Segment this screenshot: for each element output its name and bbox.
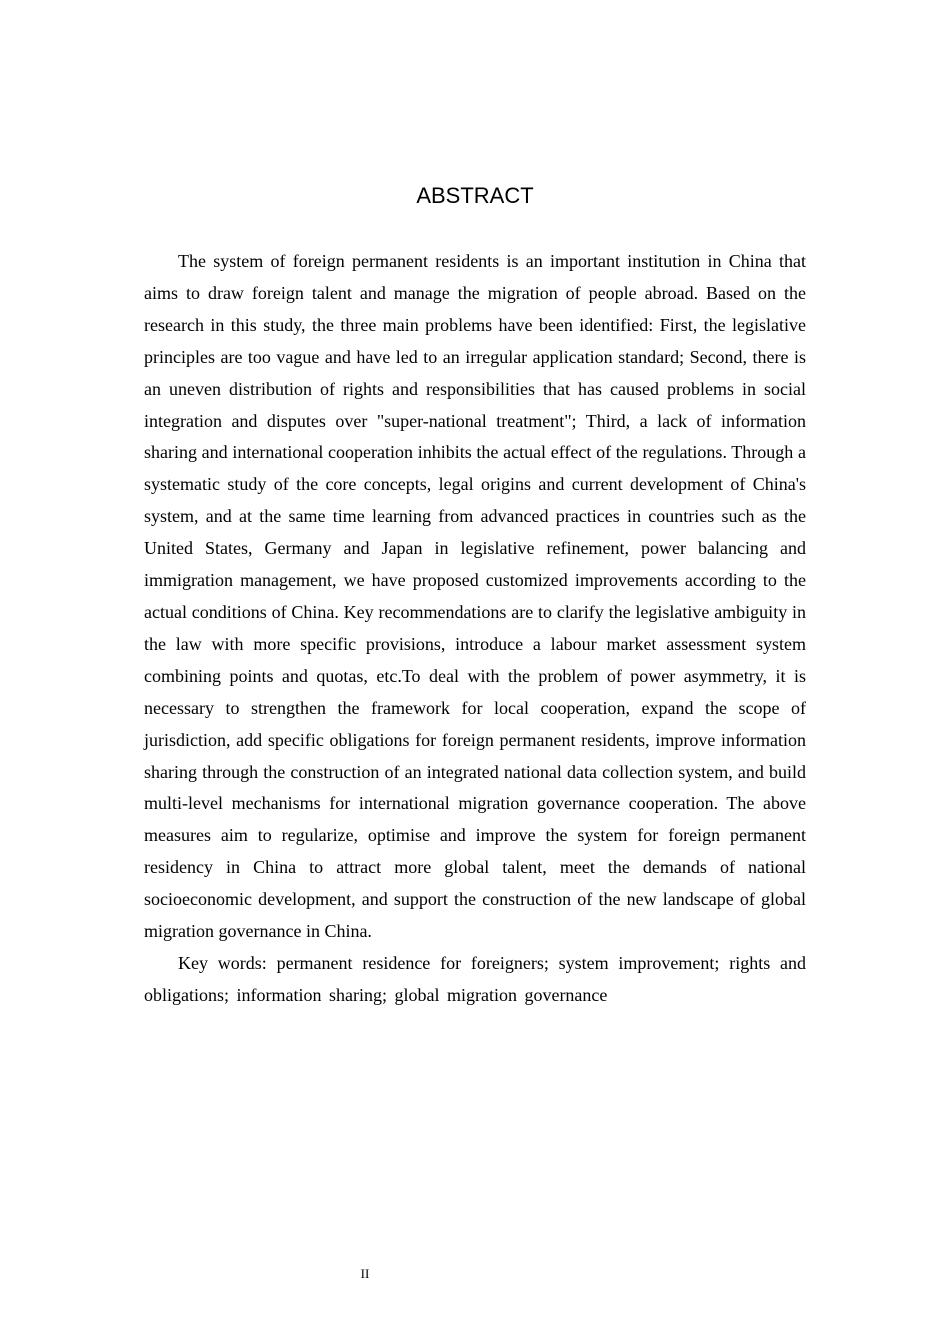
page-number: II — [360, 1266, 370, 1281]
keywords-paragraph: Key words: permanent residence for foreigners; system improvement; rights and obligations; information sharing; global migration governance — [144, 952, 806, 1005]
abstract-paragraph: The system of foreign permanent residents is an important institution in China that aims to draw foreign talent and manage the migration of people abroad. Based on the research in this study, the three main problems have been identified: First, the legislative principles are too vague and have led to an irregular application standard; Second, there is an uneven distribution of rights and responsibilities that has caused problems in social integration and disputes over "super-national treatment"; Third, a lack of information sharing and international cooperation inhibits the actual effect of the regulations. Through a systematic study of the core concepts, legal origins and current development of China's system, and at the same time learning from advanced practices in countries such as the United States, Germany and Japan in legislative refinement, power balancing and immigration management, we have proposed customized improvements according to the actual conditions of China. Key recommendations are to clarify the legislative ambiguity in the law with more specific provisions, introduce a labour market assessment system combining points and quotas, etc.To deal with the problem of power asymmetry, it is necessary to strengthen the framework for local cooperation, expand the scope of jurisdiction, add specific obligations for foreign permanent residents, improve information sharing through the construction of an integrated national data collection system, and build multi-level mechanisms for international migration governance cooperation. The above measures aim to regularize, optimise and improve the system for foreign permanent residency in China to attract more global talent, meet the demands of national socioeconomic development, and support the construction of the new landscape of global migration governance in China. — [144, 251, 806, 942]
abstract-body — [144, 246, 806, 1012]
page-title: ABSTRACT — [416, 183, 534, 208]
